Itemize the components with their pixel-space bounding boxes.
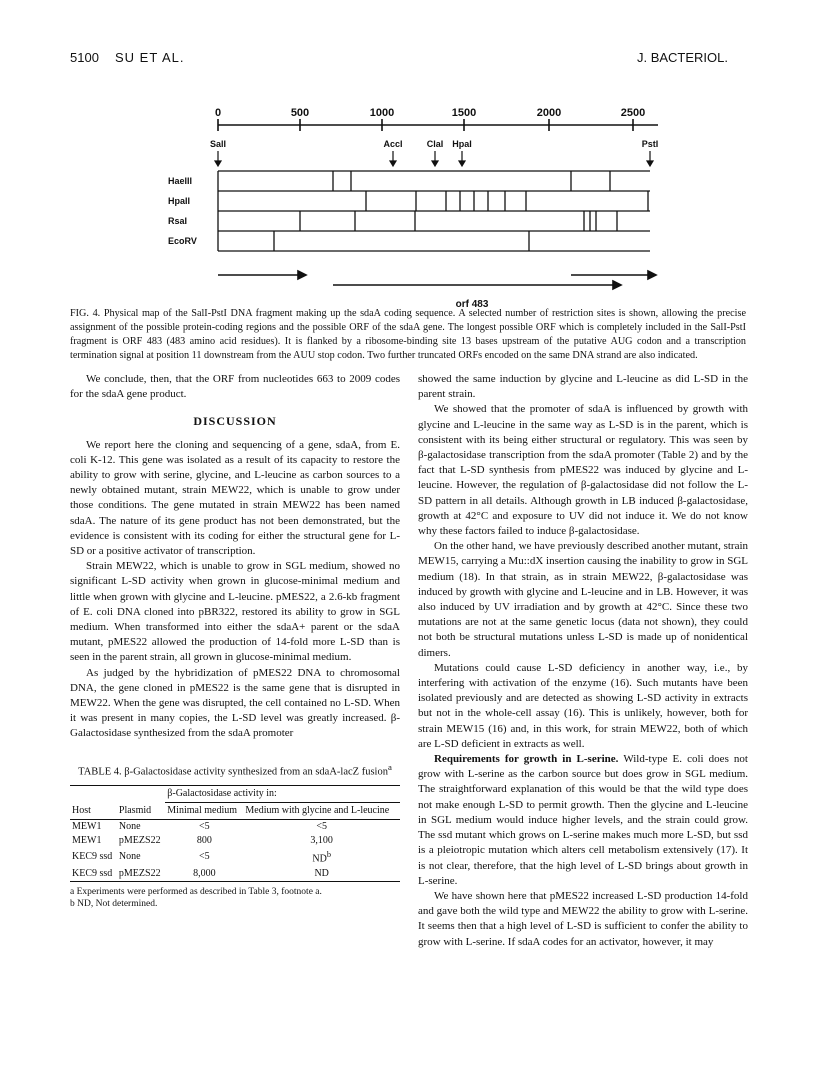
journal-name: J. BACTERIOL. bbox=[636, 50, 728, 65]
table-title: TABLE 4. β-Galactosidase activity synthesized from an sdaA-lacZ fusion$^a$ bbox=[78, 761, 392, 778]
right-column bbox=[418, 372, 748, 950]
table-row: KEC9 ssd None <5 $ND^b$ bbox=[72, 850, 331, 865]
paragraph: We showed that the promoter of sdaA is influenced by growth with glycine and L-leucine in the same way as L-SD is in the parent, which is consistent with its being either structural or regulatory. This was seen by β-galactosidase transcription from the sdaA promoter (Table 2) and by the fact that L-SD synthesis from pMES22 was induced by glycine and L-leucine. However, the regulation of β-galactosidase did not follow the L-SD pattern in all details. Although growth in LB induced β-galactosidase, growth at 42°C and exposure to UV did not induce it. We do not know why these factors failed to induce β-galactosidase. bbox=[418, 403, 748, 538]
site-label-acci: AccI bbox=[383, 139, 403, 149]
track-hpaii bbox=[218, 191, 650, 211]
orf-label: orf 483 bbox=[455, 299, 489, 310]
left-column bbox=[70, 372, 400, 910]
scale-label-2000: 2000 bbox=[536, 107, 562, 119]
paragraph: Requirements for growth in L-serine. Wild-type E. coli does not grow with L-serine as the carbon source but does grow in SGL medium. The straightforward explanation of this would be that the wild type does not make enough L-SD to permit growth. Then the glycine and L-leucine in SGL medium would induce higher levels, and the strain could grow. The ssd mutant which grows on L-serine makes much more L-SD, but ssd is a pleiotropic mutation which alters cell metabolism extensively (17). It is not clear, therefore, that the high level of L-SD brings about growth in L-serine. bbox=[418, 753, 748, 887]
site-label-psti: PstI bbox=[641, 139, 659, 149]
subsection-heading: Requirements for growth in L-serine. bbox=[434, 753, 619, 766]
scale-label-0: 0 bbox=[214, 107, 222, 119]
table-row: MEW1 None <5 <5 bbox=[72, 821, 327, 833]
page-number: 5100 bbox=[70, 50, 99, 65]
enzyme-label-haeiii: HaeIII bbox=[168, 176, 193, 186]
track-rsai bbox=[218, 211, 650, 231]
paragraph: We conclude, then, that the ORF from nucleotides 663 to 2009 codes for the sdaA gene product. bbox=[70, 373, 400, 401]
enzyme-label-hpaii: HpaII bbox=[168, 196, 191, 206]
section-heading: DISCUSSION bbox=[193, 414, 277, 429]
col-header-host: Host bbox=[72, 805, 91, 817]
running-title: SU ET AL. bbox=[115, 50, 185, 65]
col-header-minimal: Minimal medium bbox=[167, 805, 237, 817]
col-header-group: β-Galactosidase activity in: bbox=[165, 786, 400, 803]
site-label-clai: ClaI bbox=[426, 139, 444, 149]
track-ecorv bbox=[218, 231, 650, 251]
paragraph: Mutations could cause L-SD deficiency in another way, i.e., by interfering with activation of the enzyme (16). Such mutants have been isolated previously and are detected as showing L-SD activity in extracts but not in the whole-cell assay (16). This is unlikely, however, both for strain MEW15 (16) and, in this work, for strain MEW22, both of which are L-SD deficient in extracts as well. bbox=[418, 661, 748, 750]
scale-label-1500: 1500 bbox=[451, 107, 477, 119]
paragraph: We have shown here that pMES22 increased L-SD production 14-fold and gave both the wild type and MEW22 the ability to grow with L-serine. It seems then that a high level of L-SD is sufficient to confer the ability to grow with L-serine. If sdaA codes for an activator, however, it may bbox=[418, 889, 748, 948]
enzyme-label-rsai: RsaI bbox=[168, 216, 188, 226]
paragraph: As judged by the hybridization of pMES22 DNA to chromosomal DNA, the gene cloned in pMES22 is the same gene that is disrupted in MEW22. When the gene was disrupted, the cell contained no L-SD. When it was present in many copies, the L-SD level was greatly increased. β-Galactosidase synthesized from the sdaA promoter bbox=[70, 666, 400, 740]
paragraph: On the other hand, we have previously described another mutant, strain MEW15, carrying a Mu::dX insertion causing the inability to grow in SGL medium (18). In that strain, as in strain MEW22, β-galactosidase was induced by growth with glycine and L-leucine and in LB. However, it was also induced by UV irradiation and by growth at 42°C. Since these two mutations are not at the same genetic locus (data not shown), they could not both be structural mutations unless L-SD is made up of nonidentical dimers. bbox=[418, 540, 749, 659]
table-row: KEC9 ssd pMEZS22 8,000 ND bbox=[70, 867, 400, 882]
col-header-plasmid: Plasmid bbox=[118, 805, 152, 817]
table-row: MEW1 pMEZS22 800 3,100 bbox=[72, 835, 333, 847]
track-haeiii bbox=[218, 171, 650, 191]
table-footnote-b: b ND, Not determined. bbox=[70, 898, 158, 909]
figure-caption: FIG. 4. Physical map of the SalI-PstI DNA fragment making up the sdaA coding sequence. A selected number of restriction sites is shown, allowing the precise assignment of the possible protein-coding regions and the possible ORF of the sdaA gene. The longest possible ORF which is completely included in the SalI-PstI fragment is ORF 483 (483 amino acid residues). It is flanked by a ribosome-binding site 13 bases upstream of the putative AUG codon and a transcription termination signal at position 11 downstream from the AUU stop codon. Two further truncated ORFs encoded on the same DNA strand are also indicated. bbox=[70, 308, 746, 361]
data-table bbox=[70, 785, 400, 881]
scale-label-1000: 1000 bbox=[369, 107, 395, 119]
paragraph: We report here the cloning and sequencing of a gene, sdaA, from E. coli K-12. This gene was isolated as a result of its capacity to restore the ability to grow with serine, glycine, and L-leucine as carbon sources to a newly obtained mutant, strain MEW22, which is unable to grow under those conditions. The gene mutated in strain MEW22 has been named sdaA. The nature of its gene product has not been demonstrated, but the evidence is consistent with its coding for either the structural gene for L-SD or a positive activator of transcription. bbox=[70, 438, 400, 558]
paragraph: Strain MEW22, which is unable to grow in SGL medium, showed no significant L-SD activity when grown in glucose-minimal medium and little when grown with glycine and L-leucine. pMES22, a 2.6-kb fragment of E. coli DNA cloned into pBR322, restored its ability to grow in SGL medium. When transformed into either the sdaA+ parent or the sdaA mutant, pMES22 allowed the production of 14-fold more L-SD than is seen in the parent strain, all grown in glucose-minimal medium. bbox=[70, 560, 400, 664]
col-header-glycine: Medium with glycine and L-leucine bbox=[245, 805, 390, 817]
enzyme-label-ecorv: EcoRV bbox=[168, 236, 197, 246]
table-footnote-a: a Experiments were performed as described in Table 3, footnote a. bbox=[70, 886, 322, 897]
scale-label-2500: 2500 bbox=[620, 107, 646, 119]
scale-label-500: 500 bbox=[290, 107, 310, 119]
restriction-map-figure bbox=[60, 95, 760, 325]
paragraph: showed the same induction by glycine and L-leucine as did L-SD in the parent strain. bbox=[418, 373, 748, 401]
site-label-sali: SalI bbox=[209, 139, 227, 149]
site-label-hpai: HpaI bbox=[452, 139, 472, 149]
